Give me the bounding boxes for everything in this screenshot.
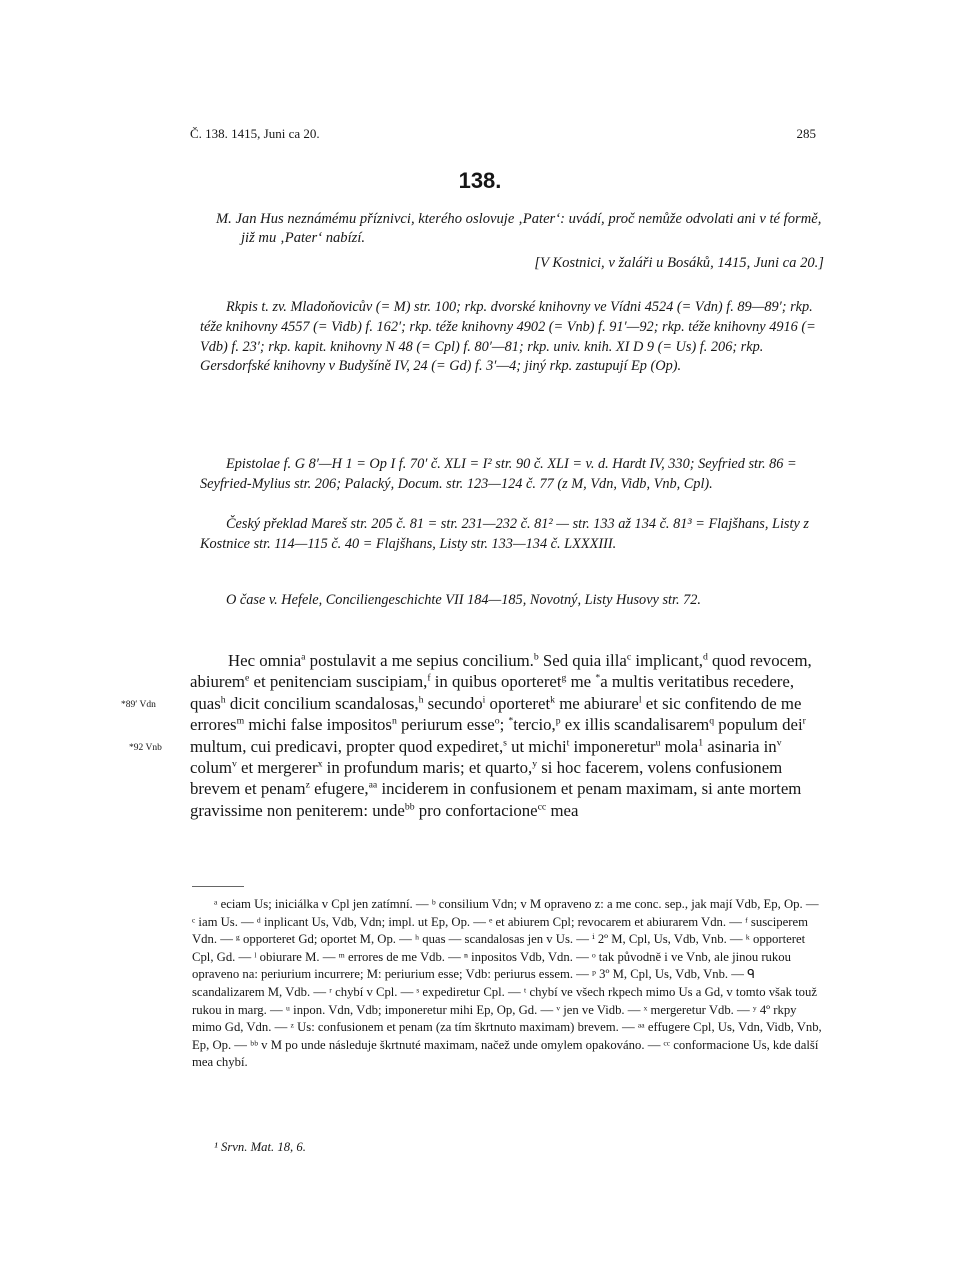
body-text: ; xyxy=(499,715,509,735)
body-text: Sed quia illa xyxy=(538,651,627,670)
footnote-mark: h xyxy=(418,694,424,706)
footnote-divider xyxy=(192,886,244,887)
body-text: et penitenciam suscipiam, xyxy=(249,672,428,692)
footnote-mark: s xyxy=(503,737,507,749)
folio-mark: * xyxy=(508,715,514,727)
footnote-mark: f xyxy=(427,672,431,684)
running-head xyxy=(190,126,816,146)
body-text: quod revocem, abiurem xyxy=(190,651,812,692)
footnote-mark: r xyxy=(802,715,806,727)
footnote-mark: aa xyxy=(368,779,378,791)
body-text: mola xyxy=(660,736,699,756)
footnote-mark: a xyxy=(301,651,306,663)
footnote-mark: h xyxy=(220,694,226,706)
footnote-mark: bb xyxy=(404,801,415,813)
body-text: dicit concilium scandalosas, xyxy=(225,693,419,713)
footnote-mark: z xyxy=(305,779,310,791)
body-text: pro confortacione xyxy=(414,800,538,820)
editions-note: Epistolae f. G 8′—H 1 = Op I f. 70′ č. XLI = I² str. 90 č. XLI = v. d. Hardt IV, 330; Seyfried str. 86 = Seyfried-Mylius str. 206; Palacký, Docum. str. 123—124 č. 77 (z M, Vdn, Vidb, Vnb, Cpl). xyxy=(200,456,797,492)
body-text: in quibus oporteret xyxy=(430,672,562,692)
source-footnote: ¹ Srvn. Mat. 18, 6. xyxy=(214,1140,306,1154)
body-text: inciderem in confusionem et penam maximam, si ante mortem gravissime non peniterem: unde xyxy=(190,779,802,820)
folio-mark: * xyxy=(595,672,601,684)
footnote-mark: i xyxy=(482,694,486,706)
body-text: tercio, xyxy=(513,715,556,735)
body-text: secundo xyxy=(423,693,483,713)
critical-apparatus: ᵃ eciam Us; iniciálka v Cpl jen zatímní. — ᵇ consilium Vdn; v M opraveno z: a me conc. sep., jak mají Vdb, Ep, Op. — ᶜ iam Us. — ᵈ inplicant Us, Vdb, Vdn; impl. ut Ep, Op. — ᵉ et abiurem Cpl; revocarem et abiurarem Vdn. — ᶠ susciperem Vdn. — ᵍ opporteret Gd; oportet M, Op. — ʰ quas — scandalosas jen v Us. — ⁱ 2º M, Cpl, Us, Vdb, Vnb. — ᵏ opporteret Cpl, Gd. — ˡ obiurare M. — ᵐ errores de me Vdb. — ⁿ inpositos Vdb, Vdn. — ᵒ tak původně i ve Vnb, ale jinou rukou opraveno na: periurium incurrere; M: periurium esse; Vdb: periurus essem. — ᵖ 3º M, Cpl, Us, Vdb, Vnb. — ᑫ scandalizarem M, Vdb. — ʳ chybí v Cpl. — ˢ expediretur Cpl. — ᵗ chybí ve všech rkpech mimo Us a Gd, v tomto však touž rukou in marg. — ᵘ inpon. Vdn, Vdb; imponeretur mihi Ep, Op, Gd. — ᵛ jen ve Vidb. — ˣ mergeretur Vdb. — ʸ 4º rkpy mimo Gd, Vdn. — ᶻ Us: confusionem et penam (za tím škrtnuto maximam) brevem. — ᵃᵃ effugere Cpl, Us, Vdn, Vidb, Vnb, Ep, Op. — ᵇᵇ v M po unde následuje škrtnuté maximam, načež unde omylem opakováno. — ᶜᶜ conformacione Us, kde další mea chybí. xyxy=(192,897,822,1070)
body-text: asinaria in xyxy=(703,736,777,756)
dating-note: O čase v. Hefele, Conciliengeschichte VII 184—185, Novotný, Listy Husovy str. 72. xyxy=(226,592,702,608)
body-text: si hoc facerem, volens confusionem brevem et penam xyxy=(190,758,783,799)
footnote-mark: m xyxy=(236,715,245,727)
manuscripts-note: Rkpis t. zv. Mladoňovicův (= M) str. 100; rkp. dvorské knihovny ve Vídni 4524 (= Vdn) f. 89—89′; rkp. téže knihovny 4557 (= Vidb) f. 162′; rkp. téže knihovny 4902 (= Vnb) f. 91′—92; rkp. téže knihovny 4916 (= Vdb) f. 23′; rkp. kapit. knihovny N 48 (= Cpl) f. 80′—81; rkp. univ. knih. XI D 9 (= Us) f. 206; rkp. Gersdorfské knihovny v Budyšíně IV, 24 (= Gd) f. 3′—4; jiný rkp. zastupují Ep (Op). xyxy=(200,299,816,375)
footnote-mark: g xyxy=(561,672,567,684)
translation-note: Český překlad Mareš str. 205 č. 81 = str. 231—232 č. 81² — str. 133 až 134 č. 81³ = Flajšhans, Listy z Kostnice str. 114—115 č. 40 = Flajšhans, Listy str. 133—134 č. LXXXIII. xyxy=(200,516,809,552)
footnote-mark: u xyxy=(655,737,661,749)
footnote-mark: v xyxy=(776,737,782,749)
footnote-mark: l xyxy=(638,694,642,706)
body-text: et mergerer xyxy=(236,758,318,778)
body-text: mea xyxy=(546,800,579,820)
body-text: postulavit a me sepius concilium. xyxy=(305,651,534,670)
letter-body xyxy=(190,650,824,821)
footnote-mark: x xyxy=(317,758,323,770)
body-text: multum, cui predicavi, propter quod expediret, xyxy=(190,736,504,756)
body-text: in profundum maris; et quarto, xyxy=(322,758,533,778)
footnote-mark: cc xyxy=(537,801,547,813)
page-number: 285 xyxy=(796,126,816,141)
footnote-mark: v xyxy=(231,758,237,770)
footnote-mark: o xyxy=(494,715,500,727)
body-text: et sic confitendo de me errores xyxy=(190,693,802,735)
footnote-mark: y xyxy=(532,758,538,770)
footnote-mark: c xyxy=(626,651,632,663)
footnote-mark: 1 xyxy=(698,737,704,749)
body-text: populum dei xyxy=(714,715,803,735)
running-head-left: Č. 138. 1415, Juni ca 20. xyxy=(190,126,320,141)
footnote-mark: p xyxy=(555,715,561,727)
body-text: oporteret xyxy=(485,693,551,713)
footnote-mark: n xyxy=(391,715,397,727)
body-text: periurum esse xyxy=(396,715,495,735)
body-text: colum xyxy=(190,758,232,778)
margin-folio-note: *92 Vnb xyxy=(129,743,162,753)
body-text: implicant, xyxy=(631,651,703,670)
body-text: ut michi xyxy=(506,736,567,756)
body-text: me abiurare xyxy=(555,693,639,713)
footnote-mark: q xyxy=(709,715,715,727)
footnote-mark: d xyxy=(702,651,708,663)
footnote-mark: k xyxy=(550,694,555,706)
place-date: [V Kostnici, v žaláři u Bosáků, 1415, Juni ca 20.] xyxy=(534,255,824,271)
body-text: Hec omnia xyxy=(228,651,302,670)
body-text: efugere, xyxy=(309,779,369,799)
footnote-mark: t xyxy=(566,737,570,749)
body-text: ex illis scandalisarem xyxy=(560,715,710,735)
body-text: michi false impositos xyxy=(244,715,392,735)
footnote-mark: b xyxy=(533,651,539,663)
margin-folio-note: *89′ Vdn xyxy=(121,700,156,710)
footnote-mark: e xyxy=(244,672,250,684)
regest: M. Jan Hus neznámému příznivci, kterého oslovuje ‚Pater‘: uvádí, proč nemůže odvolati ani v té formě, již mu ‚Pater‘ nabízí. xyxy=(216,211,822,246)
document-number: 138. xyxy=(458,168,502,193)
body-text: me xyxy=(566,672,596,692)
body-text: imponeretur xyxy=(569,736,656,756)
body-text: a multis veritatibus recedere, quas xyxy=(190,672,795,713)
